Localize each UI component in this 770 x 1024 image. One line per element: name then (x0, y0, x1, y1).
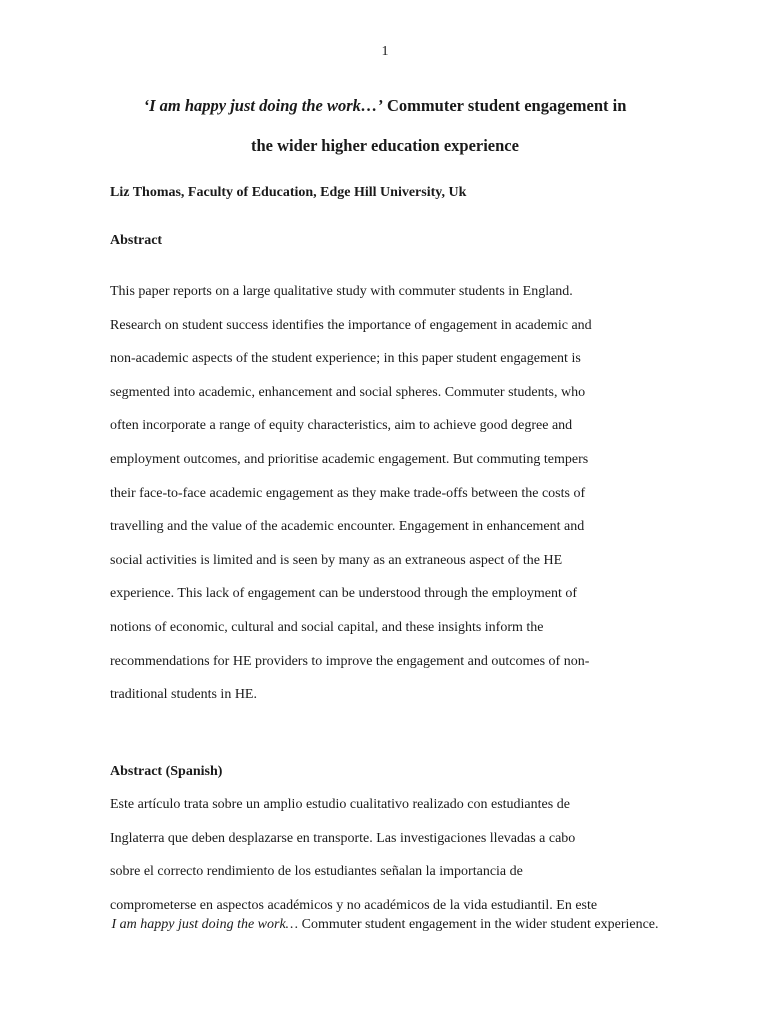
abstract-heading: Abstract (110, 233, 163, 248)
author-affiliation: Liz Thomas, Faculty of Education, Edge Hill University, Uk (110, 185, 467, 200)
abstract-line: notions of economic, cultural and social capital, and these insights inform the (110, 619, 544, 635)
abstract-line: segmented into academic, enhancement and social spheres. Commuter students, who (110, 384, 586, 400)
abstract-line: travelling and the value of the academic encounter. Engagement in enhancement and (110, 519, 585, 535)
abstract-line: recommendations for HE providers to improve the engagement and outcomes of non- (110, 653, 590, 669)
abstract-body (110, 282, 660, 719)
abstract-spanish-line: comprometerse en aspectos académicos y no académicos de la vida estudiantil. En este (110, 897, 598, 913)
abstract-line: experience. This lack of engagement can be understood through the employment of (110, 586, 578, 602)
abstract-line: employment outcomes, and prioritise academic engagement. But commuting tempers (110, 451, 589, 467)
abstract-line: This paper reports on a large qualitative study with commuter students in England. (110, 284, 573, 299)
abstract-line: Research on student success identifies the importance of engagement in academic and (110, 317, 592, 333)
footer-title-rest: Commuter student engagement in the wider student experience. (298, 917, 659, 932)
footer-title-italic: I am happy just doing the work… (111, 917, 299, 932)
paper-title (110, 86, 660, 166)
abstract-line: their face-to-face academic engagement as they make trade-offs between the costs of (110, 485, 586, 501)
abstract-line: often incorporate a range of equity characteristics, aim to achieve good degree and (110, 418, 573, 434)
title-line-2: the wider higher education experience (251, 136, 519, 155)
abstract-line: traditional students in HE. (110, 687, 257, 703)
abstract-line: non-academic aspects of the student experience; in this paper student engagement is (110, 351, 581, 367)
running-footer (110, 916, 660, 933)
abstract-spanish-heading: Abstract (Spanish) (110, 764, 223, 779)
title-line-1 (110, 86, 660, 126)
abstract-spanish-line: Este artículo trata sobre un amplio estudio cualitativo realizado con estudiantes de (110, 797, 570, 812)
page-number: 1 (381, 44, 389, 59)
abstract-spanish-line: Inglaterra que deben desplazarse en transporte. Las investigaciones llevadas a cabo (110, 830, 576, 846)
abstract-spanish-body (110, 795, 660, 929)
title-quote: ‘I am happy just doing the work…’ (143, 96, 383, 115)
abstract-spanish-line: sobre el correcto rendimiento de los estudiantes señalan la importancia de (110, 864, 523, 880)
abstract-line: social activities is limited and is seen by many as an extraneous aspect of the HE (110, 552, 563, 568)
title-line-1-rest: Commuter student engagement in (382, 96, 627, 115)
